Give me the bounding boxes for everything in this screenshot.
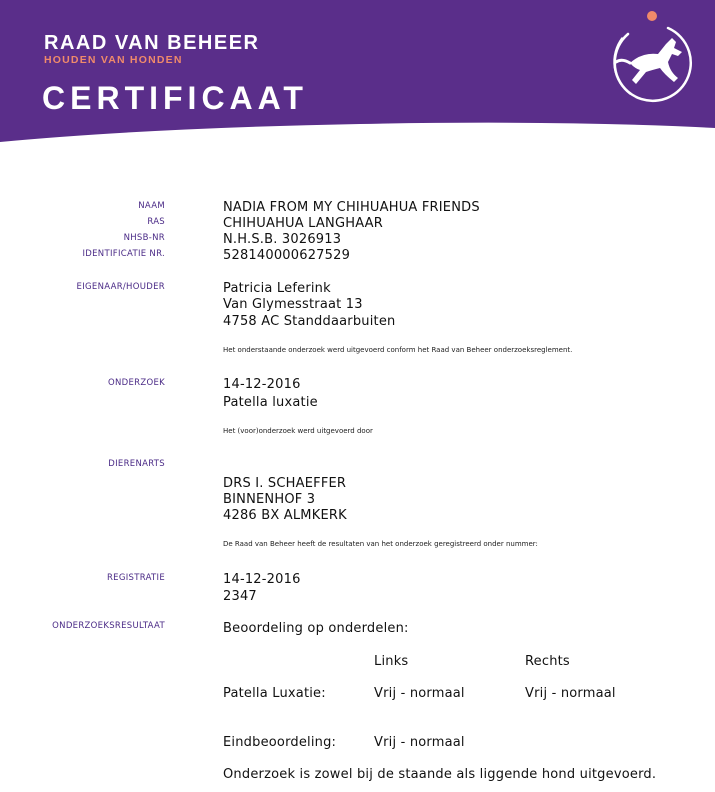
examination-type: Patella luxatie bbox=[223, 395, 318, 410]
identification-number: 528140000627529 bbox=[223, 248, 351, 263]
nhsb-number: N.H.S.B. 3026913 bbox=[223, 232, 342, 247]
column-right-header: Rechts bbox=[525, 654, 570, 669]
patella-left-value: Vrij - normaal bbox=[374, 686, 465, 701]
owner-name: Patricia Leferink bbox=[223, 281, 331, 296]
dog-breed: CHIHUAHUA LANGHAAR bbox=[223, 216, 383, 231]
performed-by-note: Het (voor)onderzoek werd uitgevoerd door bbox=[223, 427, 373, 435]
examination-remark: Onderzoek is zowel bij de staande als liggende hond uitgevoerd. bbox=[223, 767, 657, 782]
registration-number: 2347 bbox=[223, 589, 257, 604]
vet-street: BINNENHOF 3 bbox=[223, 492, 316, 507]
dog-name: NADIA FROM MY CHIHUAHUA FRIENDS bbox=[223, 200, 480, 215]
column-left-header: Links bbox=[374, 654, 409, 669]
dog-leaping-circle-logo-icon bbox=[602, 8, 702, 108]
registration-date: 14-12-2016 bbox=[223, 572, 301, 587]
certificate-header bbox=[0, 0, 715, 142]
organization-name: RAAD VAN BEHEER bbox=[44, 32, 260, 54]
ras-label: RAS bbox=[147, 217, 165, 227]
nhsb-label: NHSB-NR bbox=[123, 233, 165, 243]
patella-right-value: Vrij - normaal bbox=[525, 686, 616, 701]
result-intro: Beoordeling op onderdelen: bbox=[223, 621, 409, 636]
owner-city: 4758 AC Standdaarbuiten bbox=[223, 314, 396, 329]
final-assessment-value: Vrij - normaal bbox=[374, 735, 465, 750]
dierenarts-label: DIERENARTS bbox=[108, 459, 165, 469]
reglement-note: Het onderstaande onderzoek werd uitgevoerd conform het Raad van Beheer onderzoeksreglement. bbox=[223, 346, 573, 354]
patella-row-label: Patella Luxatie: bbox=[223, 686, 326, 701]
examination-date: 14-12-2016 bbox=[223, 377, 301, 392]
onderzoeksresultaat-label: ONDERZOEKSRESULTAAT bbox=[52, 621, 165, 631]
owner-street: Van Glymesstraat 13 bbox=[223, 297, 363, 312]
registration-note: De Raad van Beheer heeft de resultaten van het onderzoek geregistreerd onder nummer: bbox=[223, 540, 538, 548]
identificatie-label: IDENTIFICATIE NR. bbox=[82, 249, 165, 259]
naam-label: NAAM bbox=[138, 201, 165, 211]
registratie-label: REGISTRATIE bbox=[106, 573, 165, 583]
vet-city: 4286 BX ALMKERK bbox=[223, 508, 347, 523]
organization-slogan: HOUDEN VAN HONDEN bbox=[44, 54, 183, 66]
final-assessment-label: Eindbeoordeling: bbox=[223, 735, 337, 750]
onderzoek-label: ONDERZOEK bbox=[107, 378, 165, 388]
vet-name: DRS I. SCHAEFFER bbox=[223, 476, 347, 491]
owner-label: EIGENAAR/HOUDER bbox=[76, 282, 165, 292]
document-title: CERTIFICAAT bbox=[42, 80, 308, 116]
